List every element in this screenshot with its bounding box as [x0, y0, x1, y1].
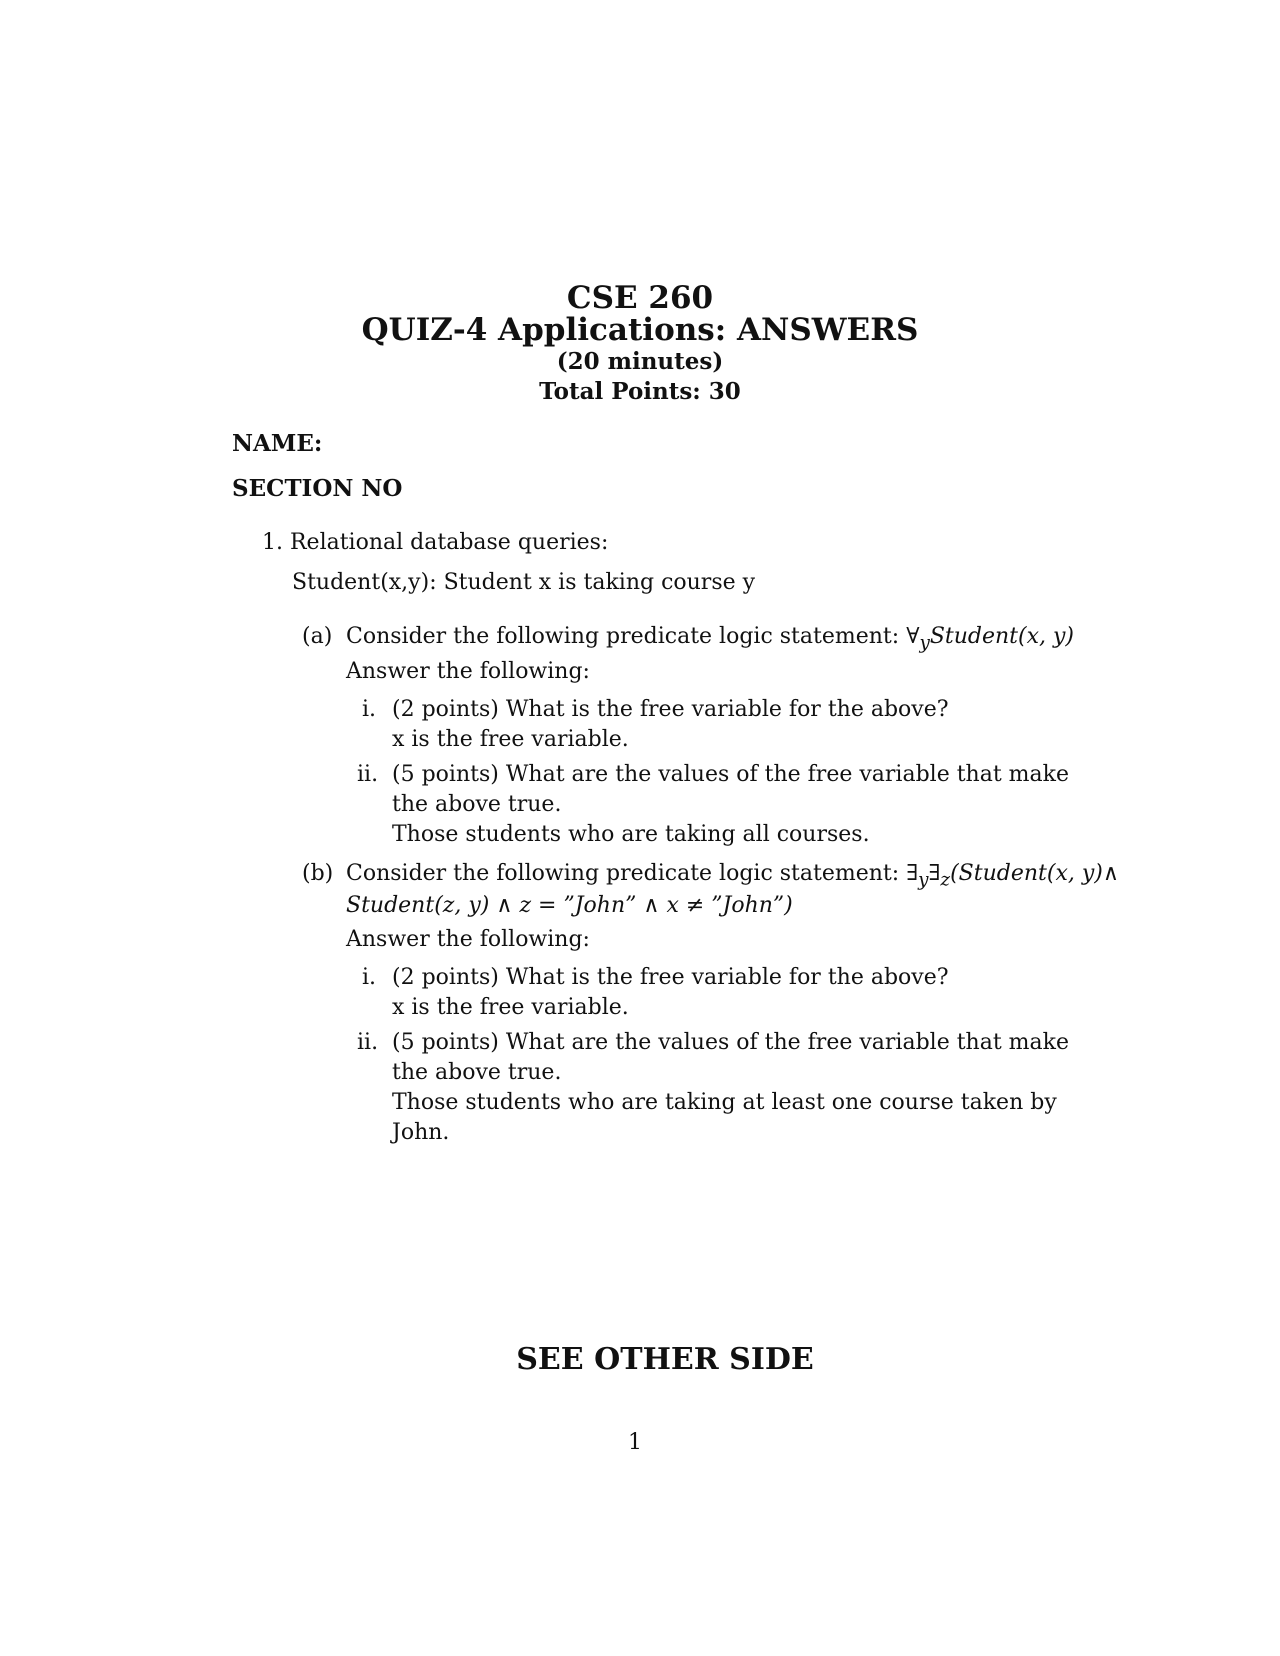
part-b-i-question: (2 points) What is the free variable for the above? — [392, 965, 949, 990]
part-b-prompt: Answer the following: — [346, 927, 590, 952]
part-b-i-number: i. — [362, 965, 377, 990]
part-a-i-number: i. — [362, 697, 377, 722]
course-title: CSE 260 — [566, 280, 714, 316]
quiz-duration: (20 minutes) — [556, 348, 724, 375]
part-a-ii-answer: Those students who are taking all courses. — [392, 822, 870, 847]
part-b-statement-line1 — [346, 861, 1119, 890]
question-1-definition: Student(x,y): Student x is taking course y — [292, 570, 756, 595]
page-number: 1 — [628, 1430, 642, 1455]
part-b-exists-2: ∃ — [928, 861, 941, 886]
part-a-label: (a) — [302, 624, 333, 649]
total-points: Total Points: 30 — [539, 378, 741, 405]
part-a-formula: Student(x, y) — [929, 624, 1075, 649]
part-a-statement-prefix: Consider the following predicate logic statement: — [346, 624, 907, 649]
part-a-ii-question-line1: (5 points) What are the values of the free variable that make — [392, 762, 1069, 787]
part-a-i-answer: x is the free variable. — [392, 727, 629, 752]
part-b-exists-2-sub: z — [940, 869, 951, 891]
part-b-label: (b) — [302, 861, 334, 886]
name-label: NAME: — [232, 430, 323, 457]
part-b-ii-question-line1: (5 points) What are the values of the free variable that make — [392, 1030, 1069, 1055]
part-b-ii-question-line2: the above true. — [392, 1060, 562, 1085]
part-b-ii-answer-line2: John. — [392, 1120, 450, 1145]
part-b-i-answer: x is the free variable. — [392, 995, 629, 1020]
question-1-heading: 1. Relational database queries: — [262, 530, 609, 555]
part-a-prompt: Answer the following: — [346, 659, 590, 684]
part-a-ii-number: ii. — [357, 762, 379, 787]
section-label: SECTION NO — [232, 475, 403, 502]
see-other-side: SEE OTHER SIDE — [516, 1342, 814, 1377]
part-b-ii-number: ii. — [357, 1030, 379, 1055]
part-b-ii-answer-line1: Those students who are taking at least one course taken by — [392, 1090, 1057, 1115]
part-a-forall-sub: y — [919, 632, 930, 654]
part-b-exists-1: ∃ — [906, 861, 919, 886]
part-a-i-question: (2 points) What is the free variable for the above? — [392, 697, 949, 722]
part-a-statement — [346, 624, 1074, 653]
part-a-ii-question-line2: the above true. — [392, 792, 562, 817]
part-b-exists-1-sub: y — [918, 869, 929, 891]
quiz-title: QUIZ-4 Applications: ANSWERS — [361, 312, 919, 348]
part-b-formula-line2: Student(z, y) ∧ z = ”John” ∧ x ≠ ”John”) — [346, 893, 793, 918]
part-b-formula-line1: (Student(x, y)∧ — [950, 861, 1119, 886]
part-a-forall: ∀ — [906, 624, 920, 649]
part-b-statement-prefix: Consider the following predicate logic statement: — [346, 861, 907, 886]
